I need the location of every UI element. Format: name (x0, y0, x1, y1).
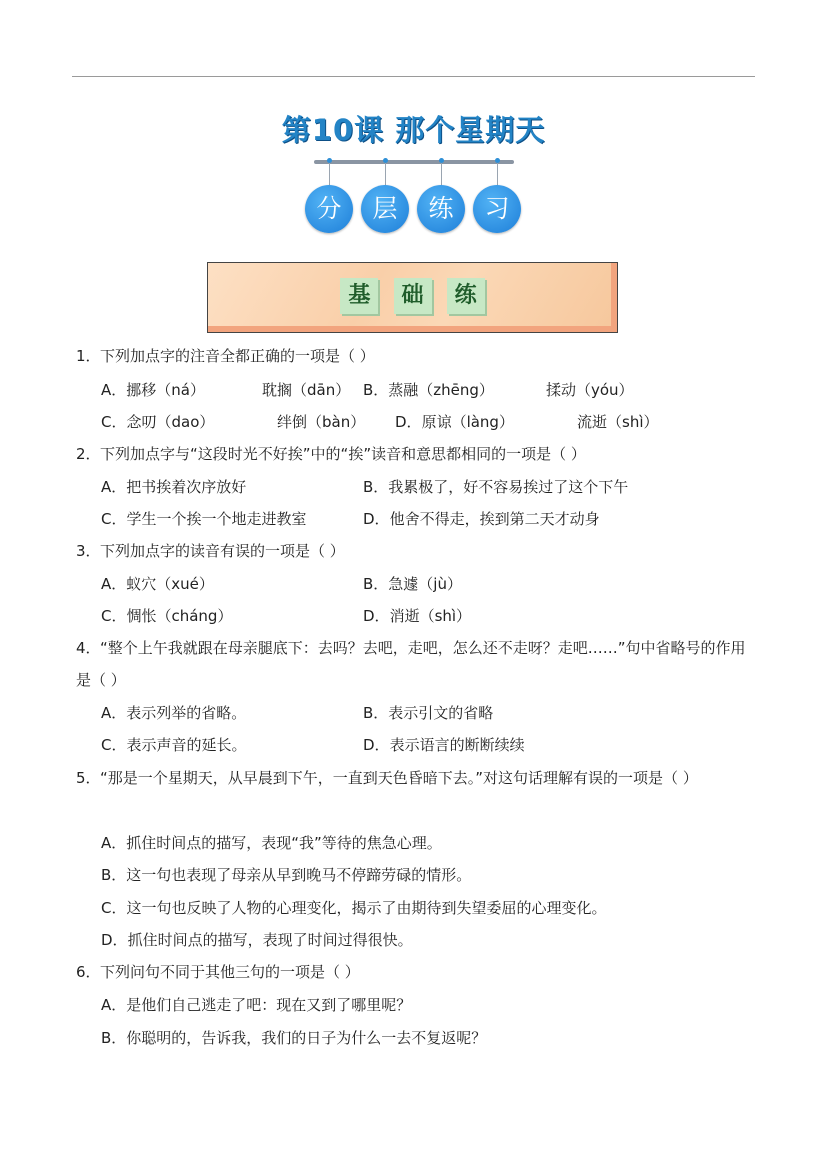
hanger-bar (314, 160, 514, 164)
option-a: A．把书挨着次序放好 (101, 478, 247, 496)
question-stem: “那是一个星期天，从早晨到下午，一直到天色昏暗下去。”对这句话理解有误的一项是（ ） (100, 769, 698, 787)
hanger-dot (383, 158, 388, 163)
option-d-extra: 流逝（shì） (577, 413, 659, 431)
option-a: A．蚁穴（xué） (101, 575, 214, 593)
question-number: 4． (76, 639, 101, 657)
option-c-extra: 绊倒（bàn） (277, 413, 366, 431)
option-b: B．表示引文的省略 (363, 704, 494, 722)
question-4 (76, 632, 756, 696)
option-b: B．蒸融（zhēng） (363, 381, 494, 399)
option-a: A．挪移（ná） (101, 381, 205, 399)
section-char-xi: 习 (473, 185, 521, 233)
header-rule (72, 76, 755, 77)
level-banner (207, 262, 618, 333)
hanger-dot (439, 158, 444, 163)
question-number: 2． (76, 445, 101, 463)
question-stem: “整个上午我就跟在母亲腿底下：去吗？去吧，走吧，怎么还不走呀？走吧……”句中省略号的作用是（ ） (76, 639, 746, 689)
option-a: A．抓住时间点的描写，表现“我”等待的焦急心理。 (101, 834, 442, 852)
question-6 (76, 962, 360, 982)
question-stem: 下列加点字与“这段时光不好挨”中的“挨”读音和意思都相同的一项是（ ） (100, 445, 586, 463)
hanger-dot (495, 158, 500, 163)
section-char-lian: 练 (417, 185, 465, 233)
level-char-chu: 础 (394, 278, 432, 314)
question-5 (76, 762, 756, 794)
option-d: D．他舍不得走，挨到第二天才动身 (363, 510, 600, 528)
hanger-string (385, 163, 386, 187)
hanger-string (497, 163, 498, 187)
option-d: D．表示语言的断断续续 (363, 736, 525, 754)
option-a: A．表示列举的省略。 (101, 704, 247, 722)
option-c: C．惆怅（cháng） (101, 607, 233, 625)
section-char-ceng: 层 (361, 185, 409, 233)
option-b: B．这一句也表现了母亲从早到晚马不停蹄劳碌的情形。 (101, 866, 472, 884)
option-c: C．表示声音的延长。 (101, 736, 247, 754)
option-b: B．你聪明的，告诉我，我们的日子为什么一去不复返呢？ (101, 1029, 487, 1047)
option-c: C．学生一个挨一个地走进教室 (101, 510, 307, 528)
level-char-ji: 基 (340, 278, 378, 314)
hanger-string (329, 163, 330, 187)
question-1 (76, 346, 375, 366)
question-stem: 下列加点字的读音有误的一项是（ ） (100, 542, 345, 560)
option-b-extra: 揉动（yóu） (546, 381, 634, 399)
option-b: B．我累极了，好不容易挨过了这个下午 (363, 478, 629, 496)
level-char-lian: 练 (447, 278, 485, 314)
question-stem: 下列加点字的注音全都正确的一项是（ ） (100, 347, 375, 365)
option-d: D．原谅（làng） (395, 413, 514, 431)
option-a-extra: 耽搁（dān） (262, 381, 351, 399)
option-d: D．消逝（shì） (363, 607, 472, 625)
question-2 (76, 444, 586, 464)
question-number: 6． (76, 963, 101, 981)
question-number: 1． (76, 347, 101, 365)
section-char-fen: 分 (305, 185, 353, 233)
option-a: A．是他们自己逃走了吧：现在又到了哪里呢？ (101, 996, 412, 1014)
option-b: B．急遽（jù） (363, 575, 462, 593)
hanger-string (441, 163, 442, 187)
question-3 (76, 541, 345, 561)
lesson-title: 第10课 那个星期天 (281, 113, 546, 147)
question-number: 3． (76, 542, 101, 560)
option-d: D．抓住时间点的描写，表现了时间过得很快。 (101, 931, 413, 949)
option-c: C．这一句也反映了人物的心理变化，揭示了由期待到失望委屈的心理变化。 (101, 899, 607, 917)
question-stem: 下列问句不同于其他三句的一项是（ ） (100, 963, 360, 981)
question-number: 5． (76, 769, 101, 787)
option-c: C．念叨（dao） (101, 413, 215, 431)
hanger-dot (327, 158, 332, 163)
